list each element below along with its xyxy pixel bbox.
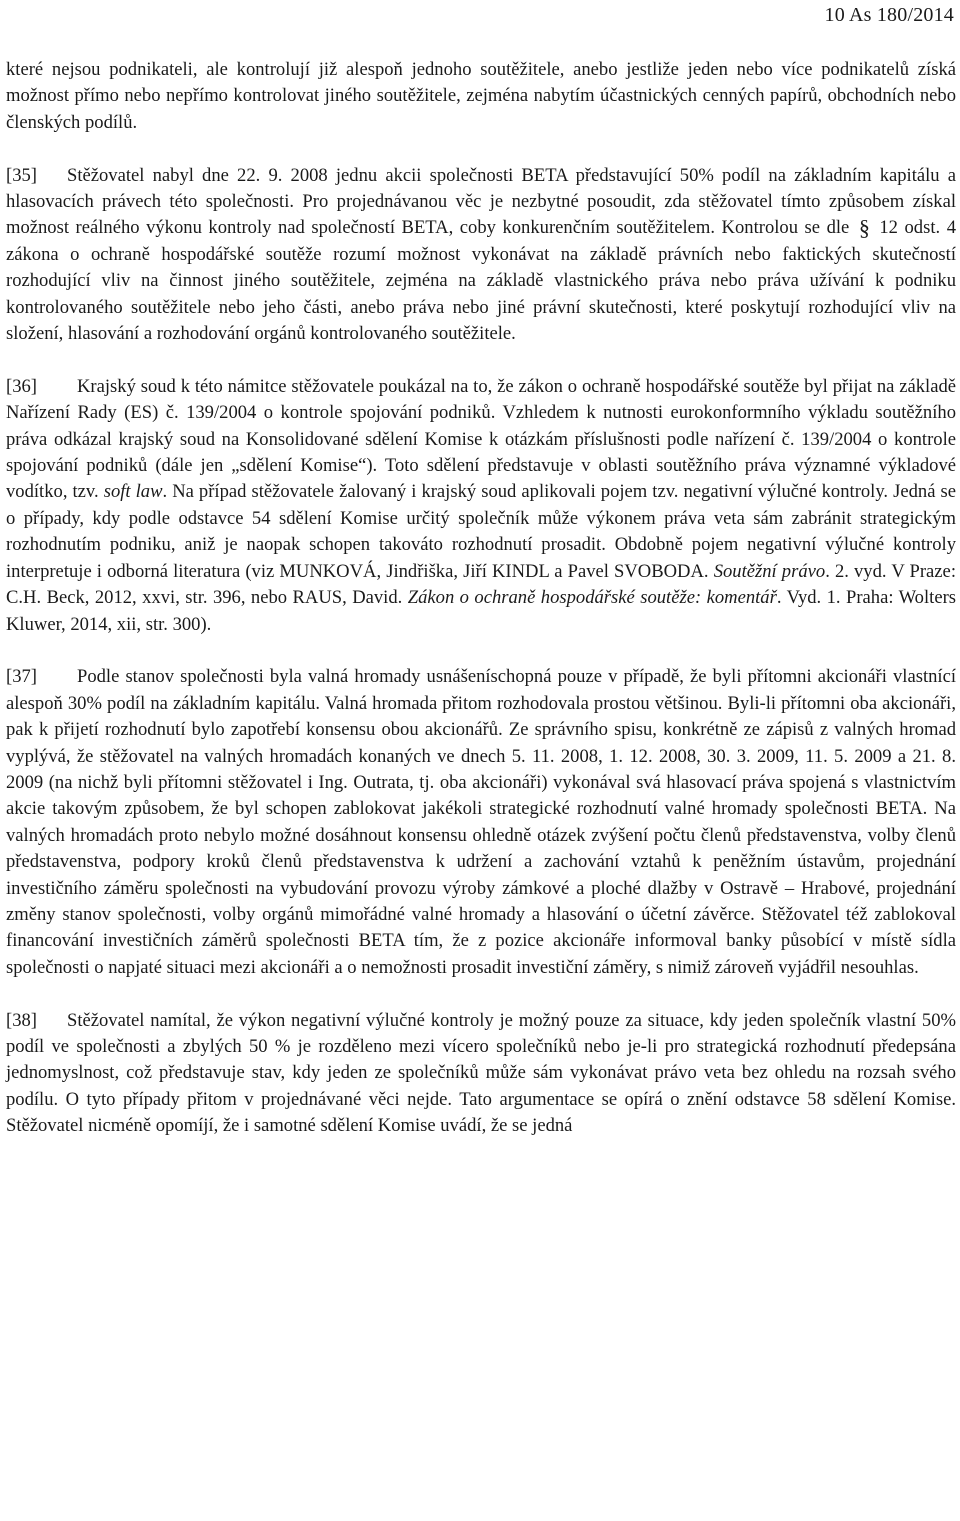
paragraph-37 <box>6 664 956 981</box>
paragraph-number: [35] <box>6 164 37 186</box>
paragraph-text-cont: . Vyd. 1. Praha: Wolters Kluwer, 2014, xii, str. 300). <box>6 587 956 635</box>
paragraph-text: Stěžovatel nabyl dne 22. 9. 2008 jednu akcii společnosti BETA představující 50% podíl na základním kapitálu a hlasovacích právech této společnosti. Pro projednávanou věc je nezbytné posoudit, zda stěžovatel tímto způsobem získal možnost reálného výkonu kontroly nad společností BETA, coby konkurenčním soutěžitelem. Kontrolou se dle <box>6 164 956 239</box>
paragraph-text: které nejsou podnikateli, ale kontrolují již alespoň jednoho soutěžitele, anebo jestliže jeden nebo více podnikatelů získá možnost přímo nebo nepřímo kontrolovat jiného soutěžitele, zejména nabytím účastnických cenných papírů, obchodních nebo členských podílů. <box>6 59 956 133</box>
paragraph-36 <box>6 374 956 638</box>
paragraph-number: [37] <box>6 666 37 688</box>
document-body <box>6 57 956 1166</box>
paragraph-text-cont: 12 odst. 4 zákona o ochraně hospodářské soutěže rozumí možnost vykonávat na základě právních nebo faktických skutečností rozhodující vliv na činnost jiného soutěžitele, zejména na základě vlastnického práva nebo práva užívání k podniku kontrolovaného soutěžitele nebo jeho části, anebo práva nebo jiné právní skutečnosti, které poskytují rozhodující vliv na složení, hlasování a rozhodování orgánů kontrolovaného soutěžitele. <box>6 217 956 345</box>
paragraph-text: Podle stanov společnosti byla valná hromady usnášeníschopná pouze v případě, že byli přítomni akcionáři vlastnící alespoň 30% podíl na základním kapitálu. Valná hromada přitom rozhodovala prostou většinou. Byli-li přítomni oba akcionáři, pak k přijetí rozhodnutí bylo zapotřebí konsensu obou akcionářů. Ze správního spisu, konkrétně ze zápisů z valných hromad vyplývá, že stěžovatel na valných hromadách konaných ve dnech 5. 11. 2008, 1. 12. 2008, 30. 3. 2009, 11. 5. 2009 a 21. 8. 2009 (na nichž byli přítomni stěžovatel i Ing. Outrata, tj. oba akcionáři) vykonával svá hlasovací práva spojená s vlastnictvím akcie takovým způsobem, že byl schopen zablokovat jakékoli strategické rozhodnutí valné hromady společnosti BETA. Na valných hromadách proto nebylo možné dosáhnout konsensu ohledně otázek zvýšení počtu členů představenstva, volby členů představenstva, podpory kroků členů představenstva k udržení a zachování vztahů k peněžním ústavům, projednání investičního záměru společnosti na vybudování provozu výroby zámkové a ploché dlažby v Ostravě – Hrabové, projednání změny stanov společnosti, volby orgánů mimořádné valné hromady a hlasování o účetní závěrce. Stěžovatel též zablokoval financování investičních záměrů společnosti BETA tím, že z pozice akcionáře informoval banky působící v místě sídla společnosti o napjaté situaci mezi akcionáři a o nemožnosti prosadit investiční záměry, s nimiž zároveň vyjádřil nesouhlas. <box>6 666 956 978</box>
paragraph-text: Krajský soud k této námitce stěžovatele poukázal na to, že zákon o ochraně hospodářské soutěže byl přijat na základě Nařízení Rady (ES) č. 139/2004 o kontrole spojování podniků. Vzhledem k nutnosti eurokonformního výkladu soutěžního práva odkázal krajský soud na Konsolidované sdělení Komise k otázkám příslušnosti podle nařízení č. 139/2004 o kontrole spojování podniků (dále jen „sdělení Komise“). Toto sdělení představuje v oblasti soutěžního práva významné výkladové vodítko, tzv. <box>6 375 956 503</box>
paragraph-38 <box>6 1008 956 1140</box>
paragraph-text-cont: . Na případ stěžovatele žalovaný i krajský soud aplikovali pojem tzv. negativní výlučné kontroly. Jedná se o případy, kdy podle odstavce 54 sdělení Komise určitý společník může výkonem práva veta sám zabránit strategickým rozhodnutím podniku, aniž je naopak schopen takováto rozhodnutí prosadit. Obdobně pojem negativní výlučné kontroly interpretuje i odborná literatura (viz MUNKOVÁ, Jindřiška, Jiří KINDL a Pavel SVOBODA. <box>6 481 956 582</box>
paragraph-text: Stěžovatel namítal, že výkon negativní výlučné kontroly je možný pouze za situace, kdy jeden společník vlastní 50% podíl ve společnosti a zbylých 50 % je rozděleno mezi vícero společníků nebo je-li pro strategická rozhodnutí předepsána jednomyslnost, což představuje stav, kdy jeden ze společníků může sám vykonávat právo veta bez ohledu na rozsah svého podílu. O tyto případy přitom v projednávané věci nejde. Tato argumentace se opírá o znění odstavce 58 sdělení Komise. Stěžovatel nicméně opomíjí, že i samotné sdělení Komise uvádí, že se jedná <box>6 1009 956 1137</box>
page-number: 10 As 180/2014 <box>824 4 954 26</box>
paragraph-continuation <box>6 57 956 136</box>
paragraph-35 <box>6 163 956 348</box>
soft-law-term: soft law <box>103 481 163 503</box>
paragraph-number: [38] <box>6 1009 37 1031</box>
book-title: Soutěžní právo <box>713 560 826 582</box>
paragraph-number: [36] <box>6 375 37 397</box>
paragraph-text-cont: . 2. vyd. V Praze: C.H. Beck, 2012, xxvi, str. 396, nebo RAUS, David. <box>6 560 956 609</box>
book-title: Zákon o ochraně hospodářské soutěže: komentář <box>407 587 777 609</box>
section-sign: § <box>858 215 870 241</box>
